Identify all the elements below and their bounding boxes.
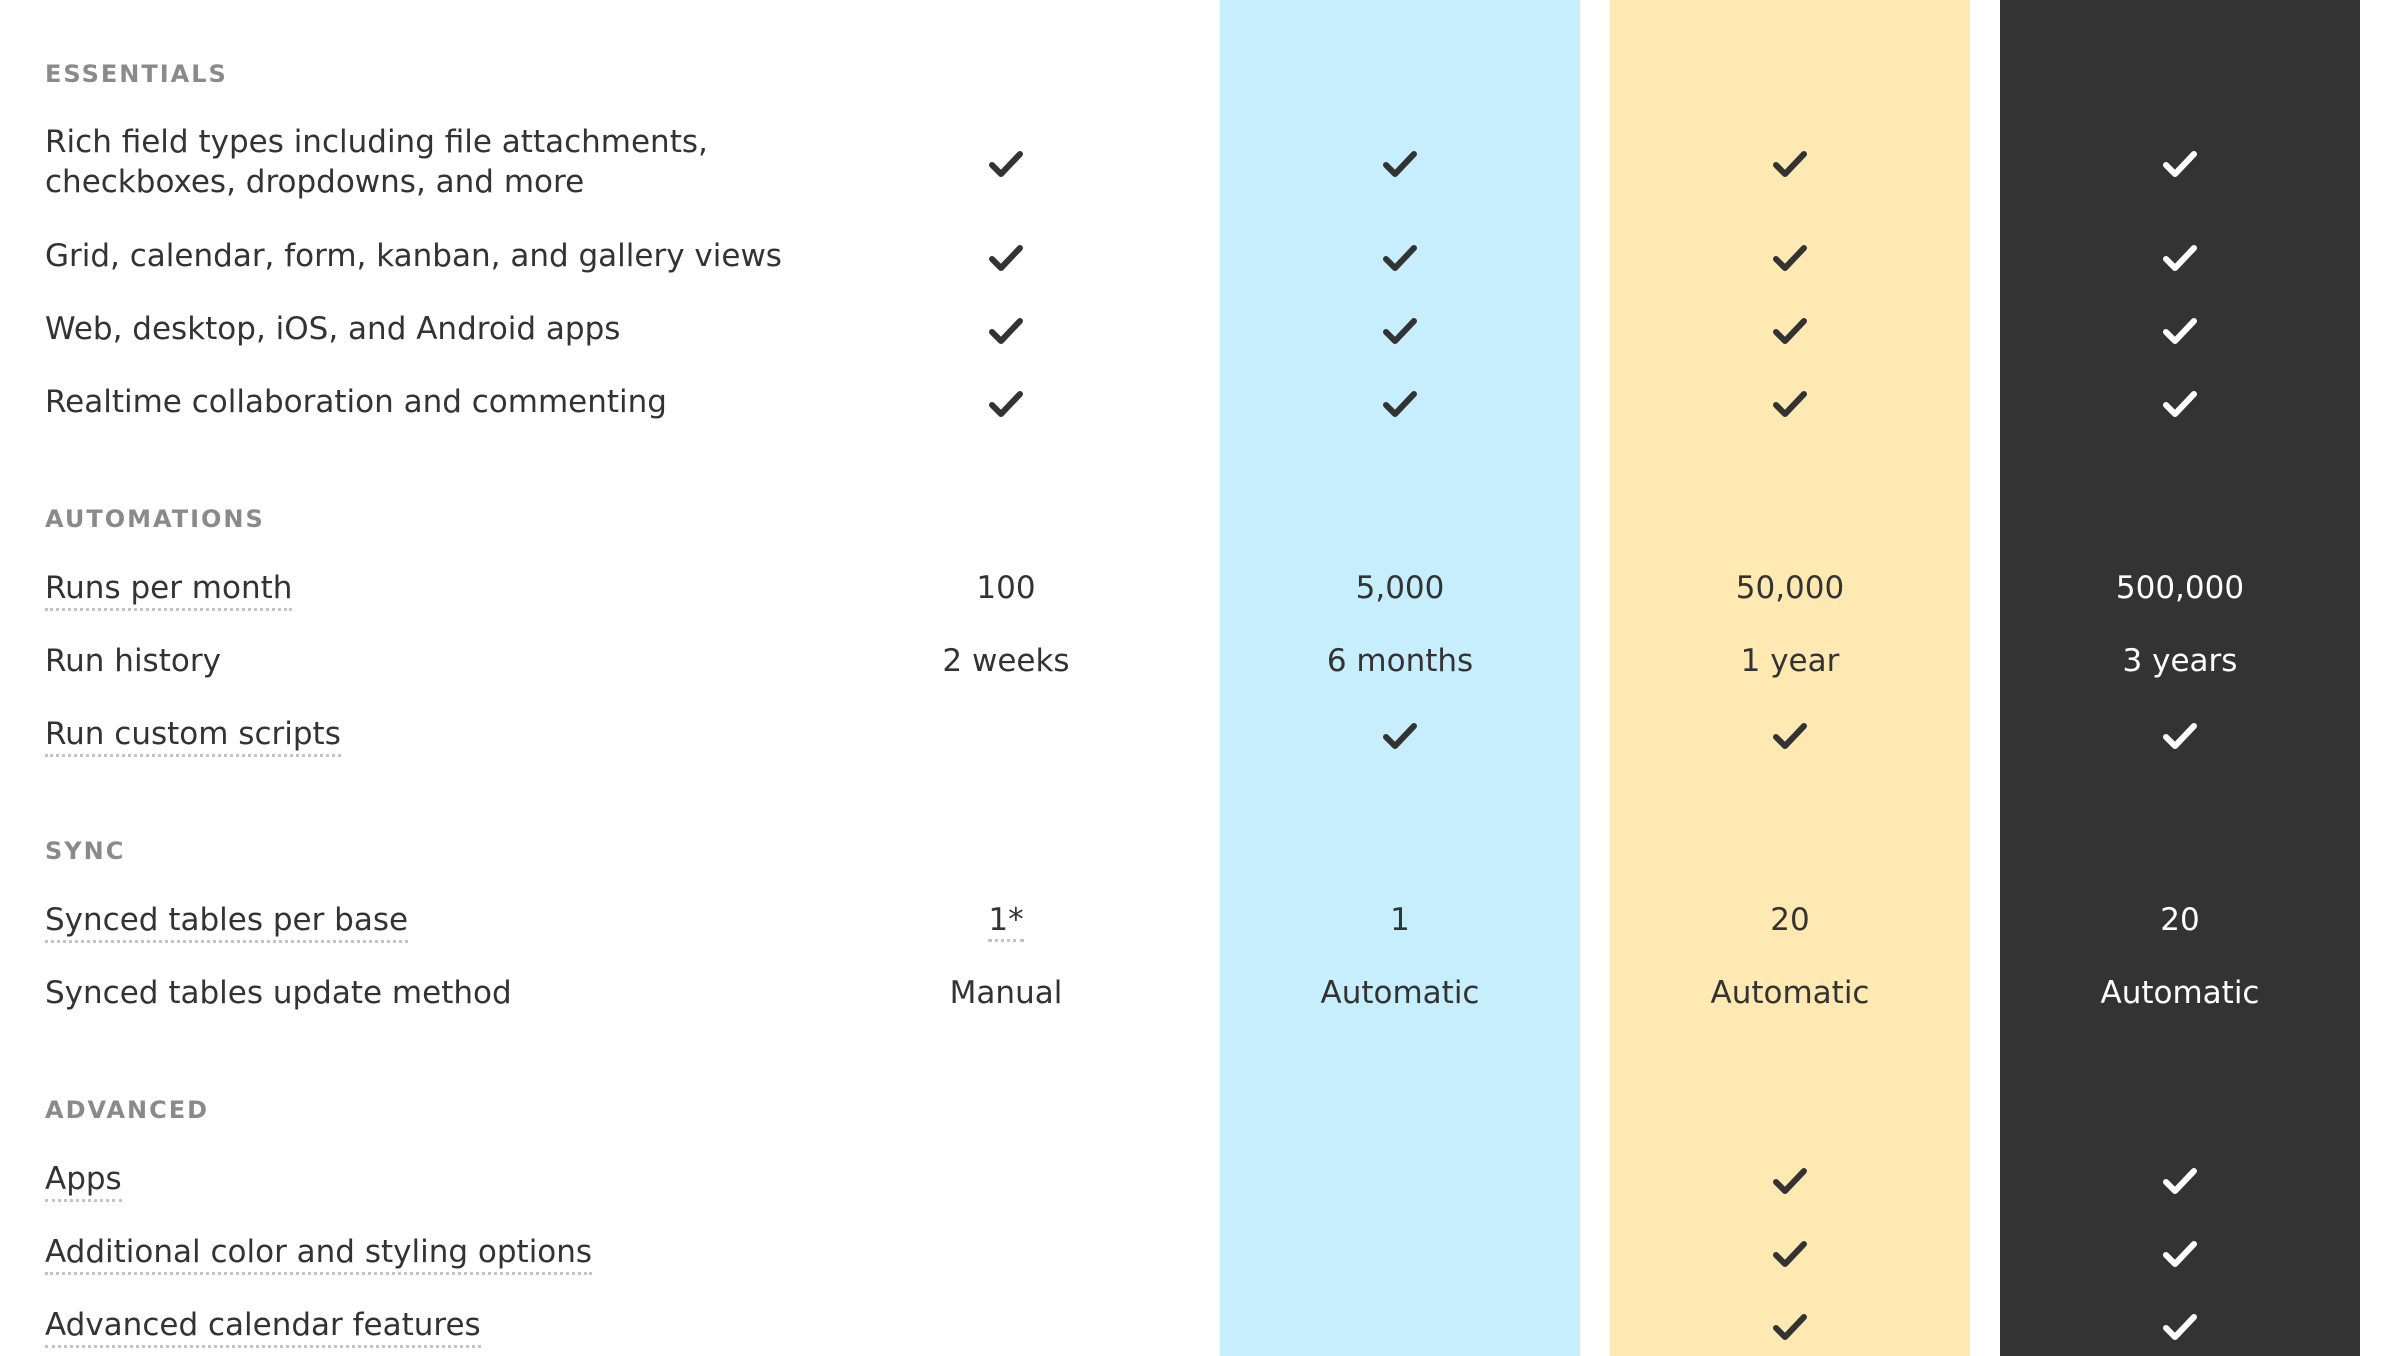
free-value (826, 142, 1186, 182)
enterprise-value (2000, 309, 2360, 349)
check-icon (989, 150, 1023, 178)
free-value: 100 (976, 570, 1036, 606)
free-value[interactable] (826, 900, 1186, 940)
free-value (826, 236, 1186, 276)
enterprise-value: Automatic (2100, 975, 2260, 1011)
check-icon (1383, 244, 1417, 272)
plus-value (1220, 714, 1580, 754)
section-header-automations: AUTOMATIONS (45, 505, 265, 533)
feature-label-text[interactable]: Runs per month (45, 570, 292, 611)
feature-label[interactable] (45, 900, 408, 940)
feature-label[interactable] (45, 1305, 481, 1345)
pro-value (1610, 382, 1970, 422)
plus-value: 5,000 (1355, 570, 1445, 606)
plus-value (1220, 142, 1580, 182)
feature-label[interactable] (45, 1232, 592, 1272)
feature-label (45, 122, 708, 202)
feature-label: Grid, calendar, form, kanban, and gallery views (45, 238, 782, 274)
feature-label: Run history (45, 643, 221, 679)
enterprise-value: 20 (2160, 902, 2200, 938)
pro-value (1610, 1232, 1970, 1272)
section-header-essentials: ESSENTIALS (45, 60, 228, 88)
feature-label: Realtime collaboration and commenting (45, 384, 667, 420)
check-icon (1383, 390, 1417, 418)
plus-value: 1 (1390, 902, 1410, 938)
check-icon (2163, 390, 2197, 418)
feature-label-line: Rich field types including file attachments, (45, 124, 708, 160)
enterprise-value (2000, 714, 2360, 754)
free-value: 2 weeks (942, 643, 1070, 679)
enterprise-value (2000, 382, 2360, 422)
plus-value (1220, 236, 1580, 276)
pro-value: Automatic (1710, 975, 1870, 1011)
enterprise-value: 500,000 (2115, 570, 2245, 606)
pro-value (1610, 236, 1970, 276)
feature-label-text[interactable]: Apps (45, 1161, 122, 1202)
check-icon (989, 390, 1023, 418)
check-icon (2163, 1313, 2197, 1341)
pro-value (1610, 309, 1970, 349)
check-icon (2163, 150, 2197, 178)
enterprise-value (2000, 1232, 2360, 1272)
free-value-text[interactable]: 1* (988, 902, 1023, 942)
section-header-sync: SYNC (45, 837, 126, 865)
check-icon (1773, 1167, 1807, 1195)
pro-value: 20 (1770, 902, 1810, 938)
feature-label[interactable] (45, 568, 292, 608)
free-value: Manual (949, 975, 1063, 1011)
enterprise-value (2000, 236, 2360, 276)
check-icon (1383, 722, 1417, 750)
check-icon (1773, 722, 1807, 750)
check-icon (1773, 1313, 1807, 1341)
pro-value: 1 year (1740, 643, 1840, 679)
check-icon (1773, 150, 1807, 178)
check-icon (2163, 317, 2197, 345)
check-icon (2163, 722, 2197, 750)
feature-label-text[interactable]: Run custom scripts (45, 716, 341, 757)
feature-label-text[interactable]: Advanced calendar features (45, 1307, 481, 1348)
check-icon (1383, 317, 1417, 345)
enterprise-value (2000, 142, 2360, 182)
free-value (826, 309, 1186, 349)
check-icon (989, 244, 1023, 272)
check-icon (1383, 150, 1417, 178)
check-icon (1773, 390, 1807, 418)
pro-value (1610, 1305, 1970, 1345)
plus-value: Automatic (1320, 975, 1480, 1011)
feature-label: Synced tables update method (45, 975, 512, 1011)
plus-value: 6 months (1326, 643, 1474, 679)
free-value (826, 382, 1186, 422)
feature-label[interactable] (45, 1159, 122, 1199)
check-icon (2163, 1240, 2197, 1268)
feature-label: Web, desktop, iOS, and Android apps (45, 311, 621, 347)
pro-value (1610, 714, 1970, 754)
check-icon (1773, 244, 1807, 272)
check-icon (989, 317, 1023, 345)
feature-label-text[interactable]: Additional color and styling options (45, 1234, 592, 1275)
check-icon (2163, 1167, 2197, 1195)
plus-value (1220, 382, 1580, 422)
feature-label[interactable] (45, 714, 341, 754)
feature-label-text[interactable]: Synced tables per base (45, 902, 408, 943)
plus-value (1220, 309, 1580, 349)
check-icon (2163, 244, 2197, 272)
check-icon (1773, 1240, 1807, 1268)
pro-value: 50,000 (1735, 570, 1845, 606)
pro-value (1610, 142, 1970, 182)
enterprise-value (2000, 1159, 2360, 1199)
enterprise-value: 3 years (2122, 643, 2238, 679)
enterprise-value (2000, 1305, 2360, 1345)
feature-label-line: checkboxes, dropdowns, and more (45, 164, 585, 200)
pro-value (1610, 1159, 1970, 1199)
section-header-advanced: ADVANCED (45, 1096, 210, 1124)
check-icon (1773, 317, 1807, 345)
